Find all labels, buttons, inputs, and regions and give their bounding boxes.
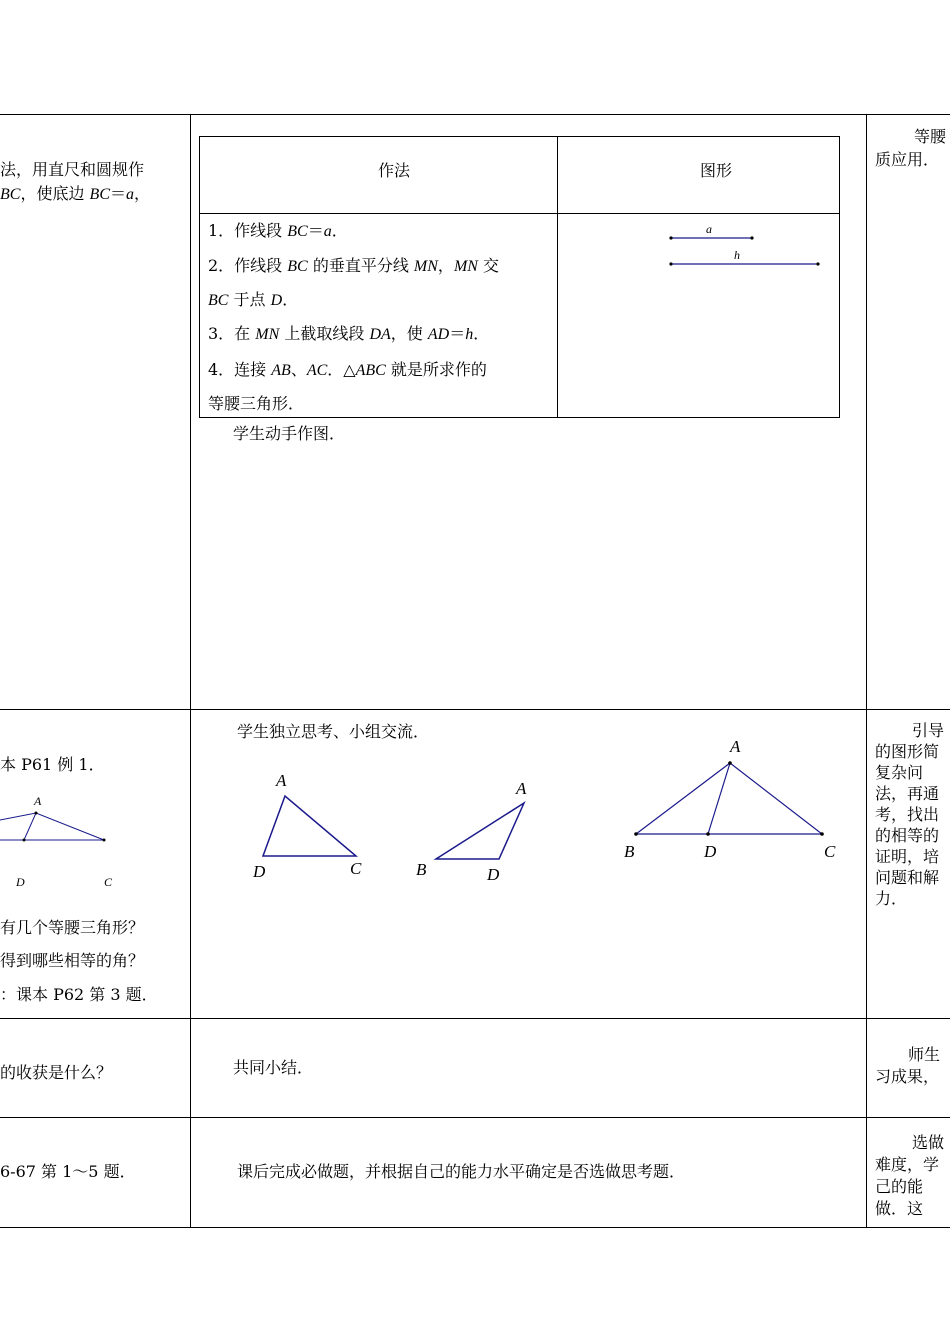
row2-right-line7: 证明，培 <box>875 847 940 866</box>
row3-left: 的收获是什么？ <box>0 1063 113 1082</box>
row2-question-3: ：课本 P62 第 3 题． <box>0 985 158 1004</box>
example-triangle-median <box>24 813 36 840</box>
row2-question-2: 得到哪些相等的角？ <box>0 951 145 970</box>
row2-right-line1: 引导 <box>912 721 945 740</box>
tri2-label-B: B <box>416 860 427 879</box>
triangle-ADC <box>263 796 356 856</box>
segment-h-end-left <box>669 262 672 265</box>
header-method: 作法 <box>378 161 411 180</box>
row1-right-line1: 等腰 <box>914 127 947 146</box>
row1-left-line2: BC，使底边 BC＝a， <box>0 184 151 203</box>
tri3-label-B: B <box>624 842 635 861</box>
construction-table-col-divider <box>557 136 558 418</box>
row2-right-line8: 问题和解 <box>875 868 940 887</box>
example-label-D: D <box>16 875 25 889</box>
step-2-cont: BC 于点 D． <box>208 290 299 309</box>
triangle-ABC <box>636 763 822 834</box>
tri3-label-A: A <box>730 737 741 756</box>
step-4-cont: 等腰三角形． <box>208 394 305 413</box>
table-border-top <box>0 114 950 115</box>
segment-h-label: h <box>734 248 740 262</box>
row4-right-line2: 难度，学 <box>875 1155 940 1174</box>
row2-right-line5: 考，找出 <box>875 805 940 824</box>
row1-student-activity: 学生动手作图． <box>233 424 346 443</box>
row3-right-line1: 师生 <box>908 1045 941 1064</box>
table-border-bottom <box>0 1227 950 1228</box>
row2-right-line4: 法，再通 <box>875 784 940 803</box>
row4-right-line3: 己的能 <box>875 1177 924 1196</box>
tri2-label-D: D <box>487 865 500 884</box>
construction-table-header-divider <box>199 213 840 214</box>
triangle-figures <box>200 740 860 880</box>
step-2: 2．作线段 BC 的垂直平分线 MN，MN 交 <box>208 256 500 275</box>
row2-right-line6: 的相等的 <box>875 826 940 845</box>
tri3-label-D: D <box>704 842 717 861</box>
row2-left-line1: 本 P61 例 1． <box>0 755 105 774</box>
row2-student-activity: 学生独立思考、小组交流． <box>237 722 430 741</box>
row4-right-line4: 做．这 <box>875 1199 924 1218</box>
col-divider-1 <box>190 114 191 1228</box>
row2-right-line3: 复杂问 <box>875 763 924 782</box>
segment-a-end-right <box>750 236 753 239</box>
example-triangle-figure <box>0 790 120 850</box>
row2-question-1: 有几个等腰三角形？ <box>0 918 145 937</box>
example-label-C: C <box>104 875 113 889</box>
tri1-label-D: D <box>253 862 266 881</box>
segment-a-end-left <box>669 236 672 239</box>
example-label-A: A <box>34 794 42 808</box>
row4-left: 6-67 第 1～5 题． <box>0 1162 136 1181</box>
segment-h-end-right <box>816 262 819 265</box>
row1-right-line2: 质应用． <box>875 150 940 169</box>
tri2-label-A: A <box>516 779 527 798</box>
triangle-ABD <box>436 803 524 859</box>
tri1-label-A: A <box>276 771 287 790</box>
row-divider-3 <box>0 1117 950 1118</box>
step-3: 3．在 MN 上截取线段 DA，使 AD＝h． <box>208 324 490 343</box>
step-1: 1．作线段 BC＝a． <box>208 221 348 240</box>
given-segments-figure <box>660 220 830 270</box>
tri1-label-C: C <box>350 859 362 878</box>
row3-right-line2: 习成果， <box>875 1067 940 1086</box>
row-divider-1 <box>0 709 950 710</box>
tri3-label-C: C <box>824 842 836 861</box>
segment-AD <box>708 763 730 834</box>
row3-middle: 共同小结． <box>233 1058 314 1077</box>
row-divider-2 <box>0 1018 950 1019</box>
row1-left-line1: 法，用直尺和圆规作 <box>0 160 145 179</box>
segment-a-label: a <box>706 222 712 236</box>
row4-middle: 课后完成必做题，并根据自己的能力水平确定是否选做思考题． <box>237 1162 686 1181</box>
row2-right-line9: 力． <box>875 889 908 908</box>
header-figure: 图形 <box>700 161 733 180</box>
col-divider-2 <box>866 114 867 1228</box>
example-triangle-sides <box>0 813 104 840</box>
row2-right-line2: 的图形简 <box>875 742 940 761</box>
row4-right-line1: 选做 <box>912 1133 945 1152</box>
step-4: 4．连接 AB、AC．△ABC 就是所求作的 <box>208 360 487 379</box>
